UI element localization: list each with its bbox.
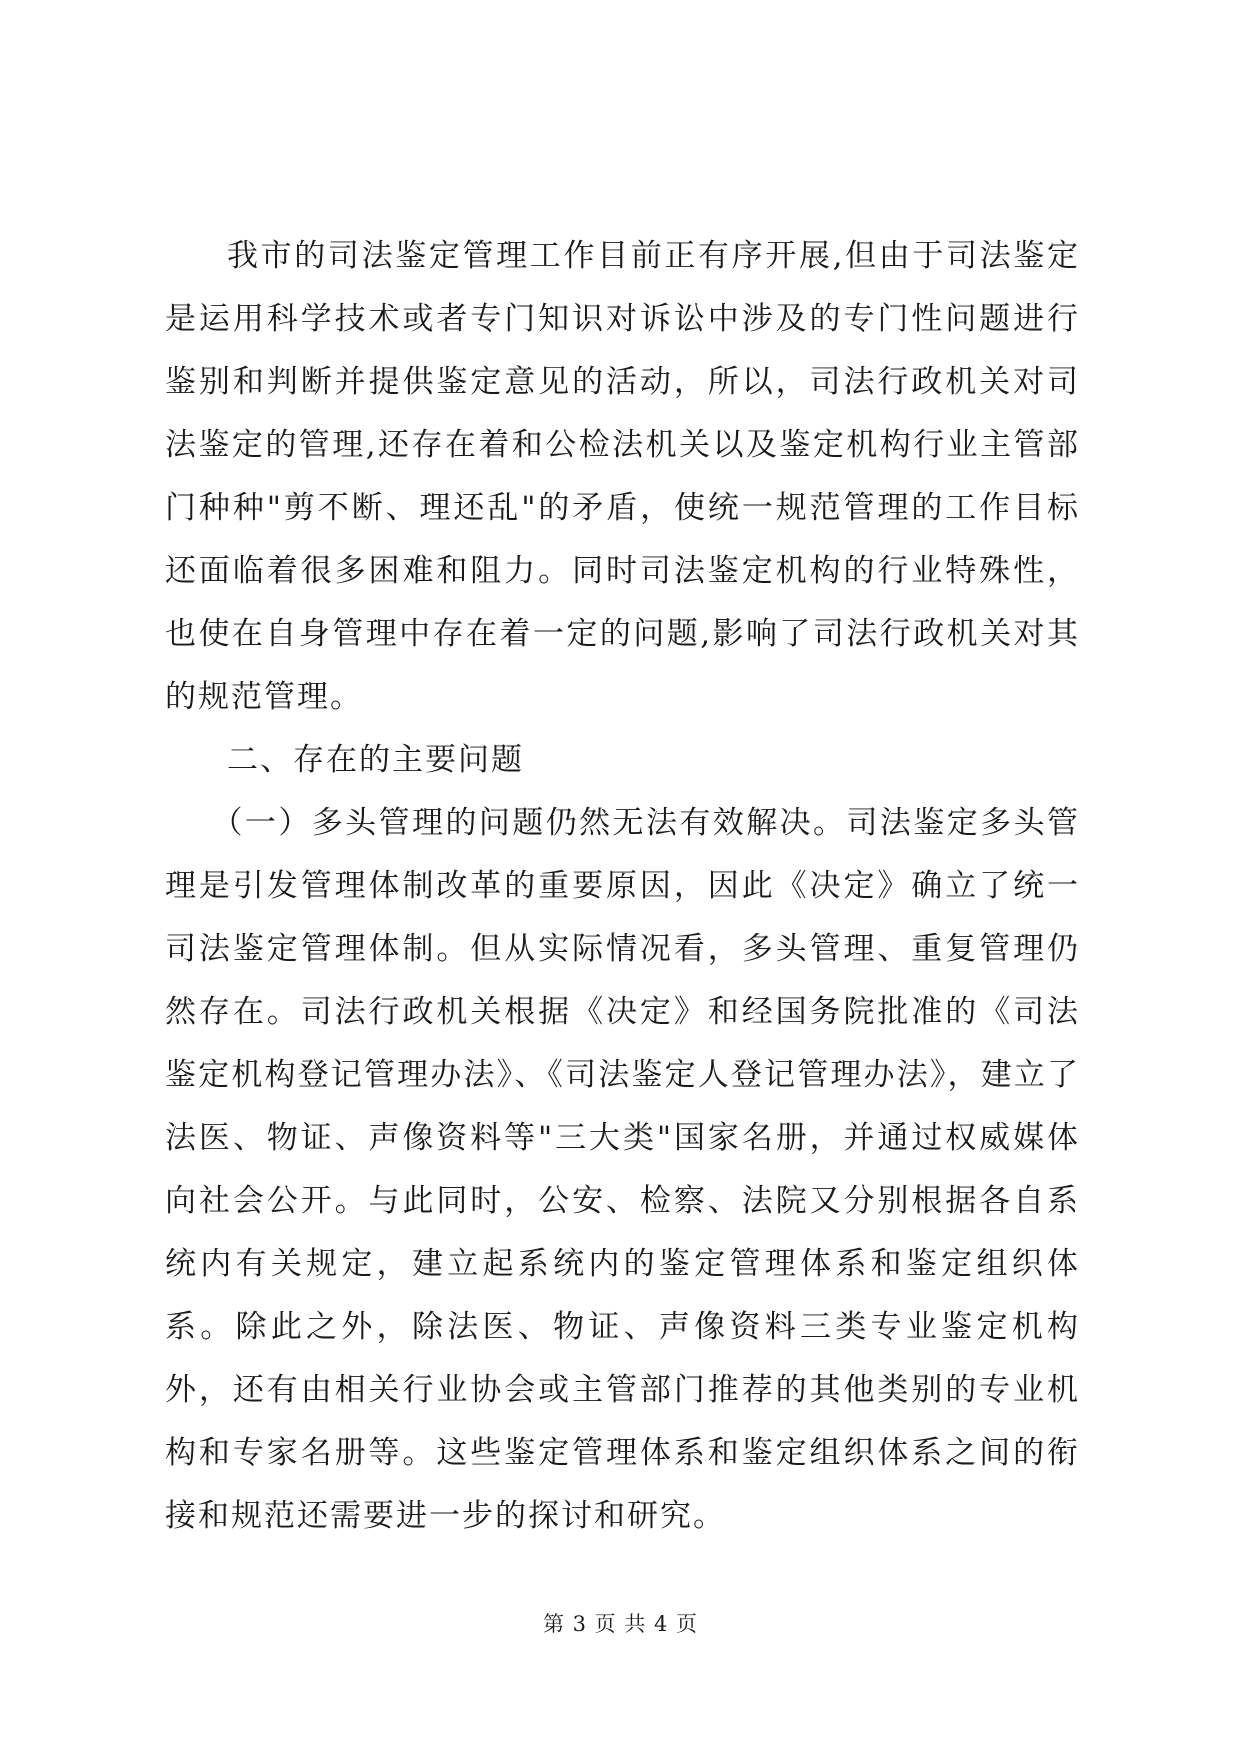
document-body — [165, 225, 1080, 1548]
page-number-footer: 第 3 页 共 4 页 — [542, 1612, 699, 1636]
body-paragraph: （一）多头管理的问题仍然无法有效解决。司法鉴定多头管理是引发管理体制改革的重要原因，因此《决定》确立了统一司法鉴定管理体制。但从实际情况看，多头管理、重复管理仍然存在。司法行政机关根据《决定》和经国务院批准的《司法鉴定机构登记管理办法》、《司法鉴定人登记管理办法》，建立了法医、物证、声像资料等"三大类"国家名册，并通过权威媒体向社会公开。与此同时，公安、检察、法院又分别根据各自系统内有关规定，建立起系统内的鉴定管理体系和鉴定组织体系。除此之外，除法医、物证、声像资料三类专业鉴定机构外，还有由相关行业协会或主管部门推荐的其他类别的专业机构和专家名册等。这些鉴定管理体系和鉴定组织体系之间的衔接和规范还需要进一步的探讨和研究。 — [165, 805, 1080, 1534]
section-heading: 二、存在的主要问题 — [227, 742, 524, 778]
body-paragraph: 我市的司法鉴定管理工作目前正有序开展,但由于司法鉴定是运用科学技术或者专门知识对诉讼中涉及的专门性问题进行鉴别和判断并提供鉴定意见的活动，所以，司法行政机关对司法鉴定的管理,还存在着和公检法机关以及鉴定机构行业主管部门种种"剪不断、理还乱"的矛盾，使统一规范管理的工作目标还面临着很多困难和阻力。同时司法鉴定机构的行业特殊性，也使在自身管理中存在着一定的问题,影响了司法行政机关对其的规范管理。 — [165, 238, 1080, 715]
